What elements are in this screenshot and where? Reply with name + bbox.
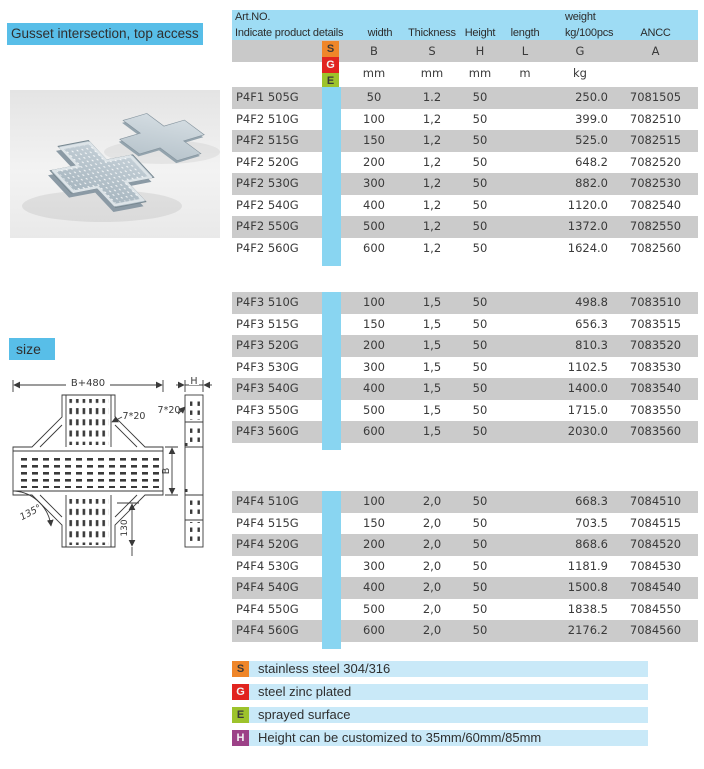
table-row bbox=[232, 357, 698, 379]
header-art-no-line2: Indicate product details bbox=[235, 27, 344, 39]
cell-thickness: 2,0 bbox=[422, 494, 442, 508]
cell-height: 50 bbox=[472, 623, 488, 637]
cell-stripe bbox=[322, 195, 341, 217]
cell-thickness: 1,5 bbox=[422, 424, 442, 438]
cell-stripe bbox=[322, 130, 341, 152]
cell-stripe bbox=[322, 378, 341, 400]
cell-stripe bbox=[322, 292, 341, 314]
cell-thickness: 2,0 bbox=[422, 580, 442, 594]
header-weight bbox=[565, 11, 613, 39]
cell-weight: 810.3 bbox=[575, 338, 608, 352]
table-row bbox=[232, 421, 698, 443]
table-row bbox=[232, 195, 698, 217]
cell-art-no: P4F4 550G bbox=[236, 601, 299, 616]
cell-length bbox=[503, 357, 547, 379]
cell-thickness: 1,5 bbox=[422, 316, 442, 331]
header-weight-line1: weight bbox=[565, 11, 596, 23]
cell-width: 500 bbox=[363, 219, 385, 233]
cell-ancc: 7083540 bbox=[629, 381, 682, 395]
table-row bbox=[232, 314, 698, 336]
stripe-stub bbox=[322, 443, 341, 450]
header-art-no-line1: Art.NO. bbox=[235, 11, 271, 23]
table-row bbox=[232, 335, 698, 357]
table-row bbox=[232, 556, 698, 578]
legend-swatch-s: S bbox=[232, 661, 249, 677]
cell-length bbox=[503, 292, 547, 314]
cell-width: 300 bbox=[363, 359, 385, 374]
cell-width: 50 bbox=[366, 90, 382, 104]
symbol-length: L bbox=[521, 44, 529, 58]
table-row bbox=[232, 109, 698, 131]
cell-width: 400 bbox=[363, 580, 385, 594]
table-row bbox=[232, 513, 698, 535]
cell-length bbox=[503, 130, 547, 152]
cell-height: 50 bbox=[472, 316, 488, 331]
cell-thickness: 1,2 bbox=[422, 154, 442, 169]
badge-zinc: G bbox=[322, 57, 339, 73]
cell-weight: 868.6 bbox=[575, 537, 608, 551]
cell-width: 300 bbox=[363, 176, 385, 190]
table-row bbox=[232, 238, 698, 260]
cell-art-no: P4F3 540G bbox=[236, 381, 299, 395]
table-group-3 bbox=[232, 491, 698, 649]
cell-width: 150 bbox=[363, 515, 385, 530]
cell-height: 50 bbox=[472, 295, 488, 309]
cell-weight: 1838.5 bbox=[567, 601, 608, 616]
cell-ancc: 7084560 bbox=[629, 623, 682, 637]
legend-text: stainless steel 304/316 bbox=[258, 661, 391, 676]
cell-weight: 498.8 bbox=[575, 295, 608, 309]
cell-width: 200 bbox=[363, 154, 385, 169]
cell-height: 50 bbox=[472, 424, 488, 438]
cell-ancc: 7083530 bbox=[629, 359, 682, 374]
cell-ancc: 7082530 bbox=[629, 176, 682, 190]
cell-art-no: P4F4 515G bbox=[236, 515, 299, 530]
cell-ancc: 7082540 bbox=[629, 197, 682, 212]
dim-angle-label: 135° bbox=[18, 502, 44, 524]
cell-width: 400 bbox=[363, 197, 385, 212]
badge-sprayed: E bbox=[322, 73, 339, 89]
cell-weight: 2176.2 bbox=[567, 623, 608, 637]
header-art-no bbox=[235, 11, 343, 39]
cell-width: 300 bbox=[363, 558, 385, 573]
table-row bbox=[232, 534, 698, 556]
cell-art-no: P4F4 540G bbox=[236, 580, 299, 594]
cell-art-no: P4F2 560G bbox=[236, 240, 299, 255]
cable-tray-cross-illustration bbox=[10, 90, 220, 238]
cell-art-no: P4F4 520G bbox=[236, 537, 299, 551]
cell-ancc: 7082515 bbox=[629, 133, 682, 147]
cell-thickness: 1,5 bbox=[422, 402, 442, 417]
material-badges bbox=[322, 41, 339, 89]
legend-text: sprayed surface bbox=[258, 707, 351, 722]
cell-weight: 399.0 bbox=[575, 111, 608, 126]
cell-stripe bbox=[322, 421, 341, 443]
cell-thickness: 1,2 bbox=[422, 240, 442, 255]
cell-art-no: P4F2 515G bbox=[236, 133, 299, 147]
dim-top-width-label: B+480 bbox=[70, 378, 106, 389]
dim-tray-width-label: B bbox=[161, 467, 172, 475]
cell-height: 50 bbox=[472, 580, 488, 594]
cell-stripe bbox=[322, 620, 341, 642]
cell-art-no: P4F2 520G bbox=[236, 154, 299, 169]
legend-item-stainless bbox=[232, 661, 648, 677]
cell-stripe bbox=[322, 314, 341, 336]
cell-thickness: 1.2 bbox=[422, 90, 442, 104]
cell-width: 600 bbox=[363, 424, 385, 438]
cell-stripe bbox=[322, 109, 341, 131]
cell-height: 50 bbox=[472, 219, 488, 233]
cell-length bbox=[503, 534, 547, 556]
cell-width: 100 bbox=[363, 295, 385, 309]
cell-weight: 648.2 bbox=[575, 154, 608, 169]
cell-height: 50 bbox=[472, 558, 488, 573]
table-row bbox=[232, 620, 698, 642]
stripe-stub bbox=[322, 642, 341, 649]
cell-length bbox=[503, 599, 547, 621]
cell-height: 50 bbox=[472, 133, 488, 147]
cell-width: 150 bbox=[363, 316, 385, 331]
table-symbol-row bbox=[232, 40, 698, 62]
cell-art-no: P4F4 560G bbox=[236, 623, 299, 637]
cell-art-no: P4F4 530G bbox=[236, 558, 299, 573]
cell-ancc: 7083550 bbox=[629, 402, 682, 417]
unit-blank bbox=[232, 62, 322, 87]
cell-height: 50 bbox=[472, 601, 488, 616]
cell-height: 50 bbox=[472, 197, 488, 212]
cell-stripe bbox=[322, 357, 341, 379]
cell-stripe bbox=[322, 216, 341, 238]
cell-stripe bbox=[322, 513, 341, 535]
symbol-thickness: S bbox=[428, 44, 436, 58]
cell-width: 500 bbox=[363, 601, 385, 616]
cell-thickness: 1,2 bbox=[422, 111, 442, 126]
header-width: width bbox=[367, 27, 393, 39]
table-unit-row bbox=[232, 62, 698, 87]
table-group-1 bbox=[232, 87, 698, 266]
dim-bottom-length-label: 130 bbox=[120, 519, 130, 537]
cell-width: 200 bbox=[363, 338, 385, 352]
cell-ancc: 7083560 bbox=[629, 424, 682, 438]
cell-stripe bbox=[322, 400, 341, 422]
cell-weight: 1400.0 bbox=[567, 381, 608, 395]
cell-ancc: 7084550 bbox=[629, 601, 682, 616]
header-ancc: ANCC bbox=[640, 27, 671, 39]
header-thickness: Thickness bbox=[408, 27, 456, 39]
cell-thickness: 2,0 bbox=[422, 601, 442, 616]
dim-height-label: H bbox=[190, 376, 198, 387]
cell-height: 50 bbox=[472, 111, 488, 126]
cell-width: 400 bbox=[363, 381, 385, 395]
cell-art-no: P4F3 515G bbox=[236, 316, 299, 331]
legend-item-zinc bbox=[232, 684, 648, 700]
cell-height: 50 bbox=[472, 537, 488, 551]
cell-length bbox=[503, 152, 547, 174]
cell-length bbox=[503, 335, 547, 357]
cell-stripe bbox=[322, 556, 341, 578]
cell-ancc: 7082560 bbox=[629, 240, 682, 255]
symbol-ancc: A bbox=[651, 44, 660, 58]
cell-thickness: 2,0 bbox=[422, 537, 442, 551]
badge-stainless: S bbox=[322, 41, 339, 57]
cell-ancc: 7082510 bbox=[629, 111, 682, 126]
cell-ancc: 7082520 bbox=[629, 154, 682, 169]
cell-height: 50 bbox=[472, 240, 488, 255]
cell-height: 50 bbox=[472, 515, 488, 530]
cell-weight: 1102.5 bbox=[567, 359, 608, 374]
page-title: Gusset intersection, top access bbox=[7, 23, 203, 45]
cell-art-no: P4F3 530G bbox=[236, 359, 299, 374]
cell-art-no: P4F1 505G bbox=[236, 90, 299, 104]
cell-length bbox=[503, 378, 547, 400]
table-row bbox=[232, 577, 698, 599]
cell-stripe bbox=[322, 577, 341, 599]
table-row bbox=[232, 599, 698, 621]
cell-length bbox=[503, 513, 547, 535]
cell-weight: 1372.0 bbox=[567, 219, 608, 233]
cell-length bbox=[503, 620, 547, 642]
cell-art-no: P4F2 530G bbox=[236, 176, 299, 190]
table-row bbox=[232, 378, 698, 400]
cell-ancc: 7084530 bbox=[629, 558, 682, 573]
table-row bbox=[232, 173, 698, 195]
cell-ancc: 7084515 bbox=[629, 515, 682, 530]
legend-item-sprayed bbox=[232, 707, 648, 723]
cell-ancc: 7083510 bbox=[629, 295, 682, 309]
cell-art-no: P4F3 510G bbox=[236, 295, 299, 309]
cell-art-no: P4F2 540G bbox=[236, 197, 299, 212]
cell-length bbox=[503, 195, 547, 217]
cell-thickness: 1,5 bbox=[422, 295, 442, 309]
legend-swatch-h: H bbox=[232, 730, 249, 746]
cell-height: 50 bbox=[472, 90, 488, 104]
cell-width: 600 bbox=[363, 623, 385, 637]
legend-item-height bbox=[232, 730, 648, 746]
cell-stripe bbox=[322, 238, 341, 260]
unit-weight: kg bbox=[573, 66, 587, 80]
cell-weight: 1181.9 bbox=[567, 558, 608, 573]
product-photo bbox=[10, 90, 220, 238]
unit-height: mm bbox=[468, 66, 492, 80]
cell-weight: 250.0 bbox=[575, 90, 608, 104]
material-legend bbox=[232, 661, 648, 753]
cell-stripe bbox=[322, 152, 341, 174]
cell-ancc: 7081505 bbox=[629, 90, 682, 104]
cell-width: 100 bbox=[363, 111, 385, 126]
cell-height: 50 bbox=[472, 338, 488, 352]
size-label: size bbox=[9, 338, 55, 360]
cell-height: 50 bbox=[472, 359, 488, 374]
cell-art-no: P4F3 550G bbox=[236, 402, 299, 417]
cell-weight: 1715.0 bbox=[567, 402, 608, 417]
cell-length bbox=[503, 491, 547, 513]
slot-size-label-side: 7*20 bbox=[157, 405, 181, 416]
cell-length bbox=[503, 87, 547, 109]
cell-art-no: P4F3 560G bbox=[236, 424, 299, 438]
cell-height: 50 bbox=[472, 154, 488, 169]
cell-thickness: 2,0 bbox=[422, 558, 442, 573]
unit-ancc bbox=[613, 62, 698, 87]
cell-stripe bbox=[322, 599, 341, 621]
table-row bbox=[232, 292, 698, 314]
unit-width: mm bbox=[362, 66, 386, 80]
unit-length: m bbox=[519, 66, 531, 80]
cell-weight: 668.3 bbox=[575, 494, 608, 508]
cell-length bbox=[503, 238, 547, 260]
header-length: length bbox=[510, 27, 540, 39]
stripe-stub bbox=[322, 259, 341, 266]
cell-thickness: 1,5 bbox=[422, 381, 442, 395]
cell-weight: 882.0 bbox=[575, 176, 608, 190]
cell-art-no: P4F3 520G bbox=[236, 338, 299, 352]
symbol-height: H bbox=[475, 44, 485, 58]
cell-weight: 1120.0 bbox=[567, 197, 608, 212]
legend-text: Height can be customized to 35mm/60mm/85mm bbox=[258, 730, 542, 745]
cell-art-no: P4F2 550G bbox=[236, 219, 299, 233]
dimension-drawing bbox=[8, 372, 220, 567]
cell-thickness: 1,5 bbox=[422, 359, 442, 374]
cell-ancc: 7082550 bbox=[629, 219, 682, 233]
cell-ancc: 7083520 bbox=[629, 338, 682, 352]
cell-thickness: 2,0 bbox=[422, 515, 442, 530]
cell-length bbox=[503, 216, 547, 238]
unit-thickness: mm bbox=[420, 66, 444, 80]
cell-width: 200 bbox=[363, 537, 385, 551]
symbol-width: B bbox=[370, 44, 378, 58]
table-row bbox=[232, 152, 698, 174]
cell-ancc: 7084520 bbox=[629, 537, 682, 551]
cell-length bbox=[503, 556, 547, 578]
cell-length bbox=[503, 400, 547, 422]
cell-thickness: 1,2 bbox=[422, 219, 442, 233]
cell-weight: 1624.0 bbox=[567, 240, 608, 255]
symbol-weight: G bbox=[575, 44, 585, 58]
symbol-blank bbox=[232, 40, 322, 62]
cell-length bbox=[503, 421, 547, 443]
table-row bbox=[232, 491, 698, 513]
cell-art-no: P4F4 510G bbox=[236, 494, 299, 508]
cell-ancc: 7084510 bbox=[629, 494, 682, 508]
cell-height: 50 bbox=[472, 494, 488, 508]
cell-ancc: 7083515 bbox=[629, 316, 682, 331]
legend-text: steel zinc plated bbox=[258, 684, 352, 699]
cell-art-no: P4F2 510G bbox=[236, 111, 299, 126]
cell-thickness: 1,2 bbox=[422, 176, 442, 190]
legend-swatch-e: E bbox=[232, 707, 249, 723]
slot-size-label-main: 7*20 bbox=[122, 411, 146, 422]
cell-weight: 525.0 bbox=[575, 133, 608, 147]
cell-thickness: 1,2 bbox=[422, 133, 442, 147]
table-group-2 bbox=[232, 292, 698, 450]
cell-height: 50 bbox=[472, 176, 488, 190]
table-row bbox=[232, 130, 698, 152]
table-row bbox=[232, 216, 698, 238]
cell-width: 150 bbox=[363, 133, 385, 147]
table-row bbox=[232, 400, 698, 422]
cell-length bbox=[503, 577, 547, 599]
cell-length bbox=[503, 173, 547, 195]
cell-stripe bbox=[322, 173, 341, 195]
cell-weight: 1500.8 bbox=[567, 580, 608, 594]
cell-weight: 656.3 bbox=[575, 316, 608, 331]
header-height: Height bbox=[464, 27, 496, 39]
cell-thickness: 2,0 bbox=[422, 623, 442, 637]
cell-length bbox=[503, 109, 547, 131]
cell-width: 500 bbox=[363, 402, 385, 417]
cell-stripe bbox=[322, 491, 341, 513]
cell-length bbox=[503, 314, 547, 336]
legend-swatch-g: G bbox=[232, 684, 249, 700]
cell-width: 600 bbox=[363, 240, 385, 255]
table-header-row bbox=[232, 10, 698, 40]
cell-thickness: 1,2 bbox=[422, 197, 442, 212]
cell-height: 50 bbox=[472, 381, 488, 395]
cell-thickness: 1,5 bbox=[422, 338, 442, 352]
cell-stripe bbox=[322, 335, 341, 357]
cell-stripe bbox=[322, 534, 341, 556]
cell-height: 50 bbox=[472, 402, 488, 417]
cell-stripe bbox=[322, 87, 341, 109]
header-weight-line2: kg/100pcs bbox=[565, 27, 614, 39]
cell-weight: 703.5 bbox=[575, 515, 608, 530]
cell-width: 100 bbox=[363, 494, 385, 508]
cell-ancc: 7084540 bbox=[629, 580, 682, 594]
table-row bbox=[232, 87, 698, 109]
cell-weight: 2030.0 bbox=[567, 424, 608, 438]
